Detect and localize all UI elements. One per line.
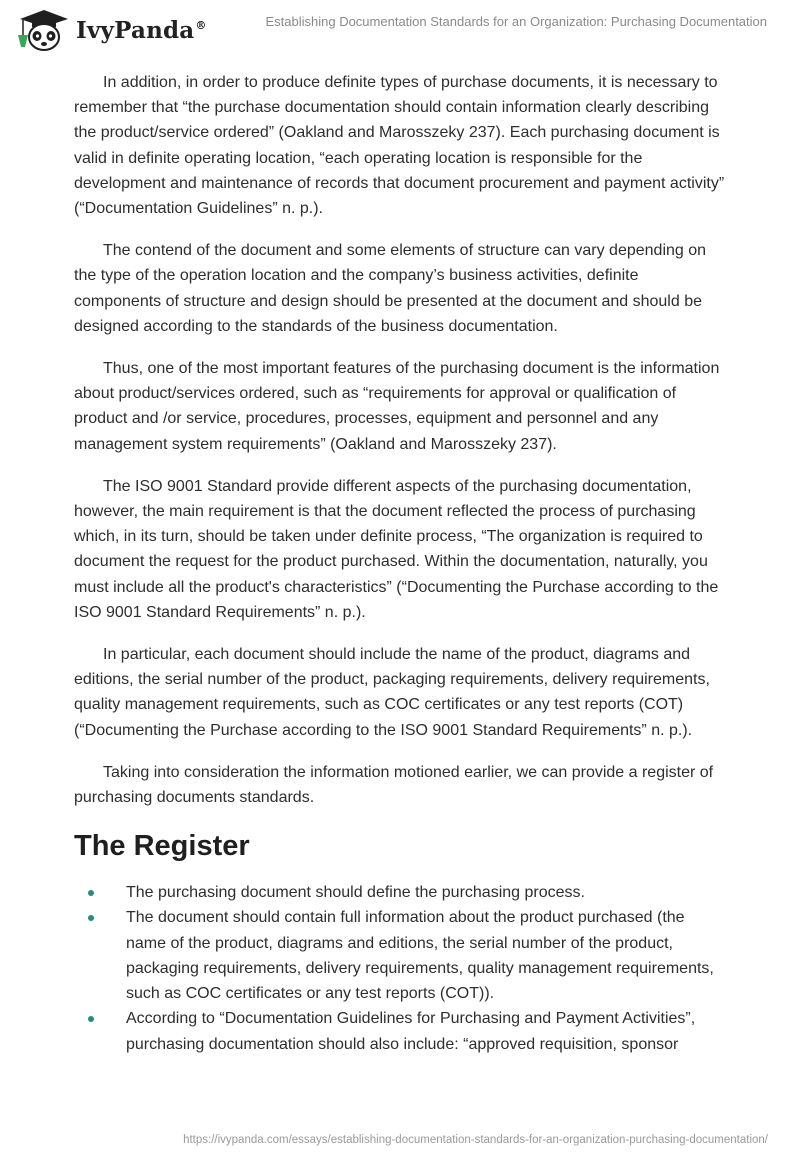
- list-item-text: The document should contain full information about the product purchased (the name of the product, diagrams and editions, the serial number of the product, packaging requirements, delivery requirements, quality management requirements, such as COC certificates or any test reports (COT)).: [126, 909, 714, 1003]
- essay-body: [74, 70, 726, 1057]
- list-item: [74, 880, 726, 905]
- panda-graduate-icon: [14, 7, 70, 53]
- paragraph: Taking into consideration the information motioned earlier, we can provide a register of purchasing documents standards.: [74, 763, 714, 807]
- ivypanda-logo[interactable]: [14, 8, 207, 52]
- list-item: [74, 1006, 726, 1056]
- paragraph: The ISO 9001 Standard provide different aspects of the purchasing documentation, however, the main requirement is that the document reflected the process of purchasing which, in its turn, should be taken under definite process, “The organization is required to document the request for the product purchased. Within the documentation, naturally, you must include all the product's characteristics” (“Documenting the Purchase according to the ISO 9001 Standard Requirements” n. p.).: [74, 477, 719, 621]
- bullet-icon: [88, 1016, 94, 1022]
- list-item: [74, 905, 726, 1006]
- source-url[interactable]: https://ivypanda.com/essays/establishing-documentation-standards-for-an-organization-purchasing-documentation/: [183, 1134, 768, 1146]
- paragraph: Thus, one of the most important features of the purchasing document is the information about product/services ordered, such as “requirements for approval or qualification of product and /or service, procedures, processes, equipment and personnel and any management system requirements” (Oakland and Marosszeky 237).: [74, 360, 720, 453]
- list-item-text: The purchasing document should define the purchasing process.: [126, 884, 585, 902]
- logo-text: IvyPanda®: [76, 16, 207, 44]
- paragraph: In addition, in order to produce definite types of purchase documents, it is necessary to remember that “the purchase documentation should contain information clearly describing the product/service ordered” (Oakland and Marosszeky 237). Each purchasing document is valid in definite operating location, “each operating location is responsible for the development and maintenance of records that document procurement and payment activity” (“Documentation Guidelines” n. p.).: [74, 74, 725, 218]
- register-list: [74, 880, 726, 1056]
- bullet-icon: [88, 915, 94, 921]
- paragraph: The contend of the document and some elements of structure can vary depending on the type of the operation location and the company’s business activities, definite components of structure and design should be presented at the document and should be designed according to the standards of the business documentation.: [74, 242, 707, 335]
- page-header: [0, 0, 800, 60]
- document-title: Establishing Documentation Standards for an Organization: Purchasing Documentation: [265, 14, 767, 29]
- list-item-text: According to “Documentation Guidelines for Purchasing and Payment Activities”, purchasing documentation should also include: “approved requisition, sponsor: [126, 1010, 696, 1053]
- bullet-icon: [88, 890, 94, 896]
- section-heading: The Register: [74, 830, 250, 863]
- paragraph: In particular, each document should include the name of the product, diagrams and editions, the serial number of the product, packaging requirements, delivery requirements, quality management requirements, such as COC certificates or any test reports (COT) (“Documenting the Purchase according to the ISO 9001 Standard Requirements” n. p.).: [74, 646, 710, 739]
